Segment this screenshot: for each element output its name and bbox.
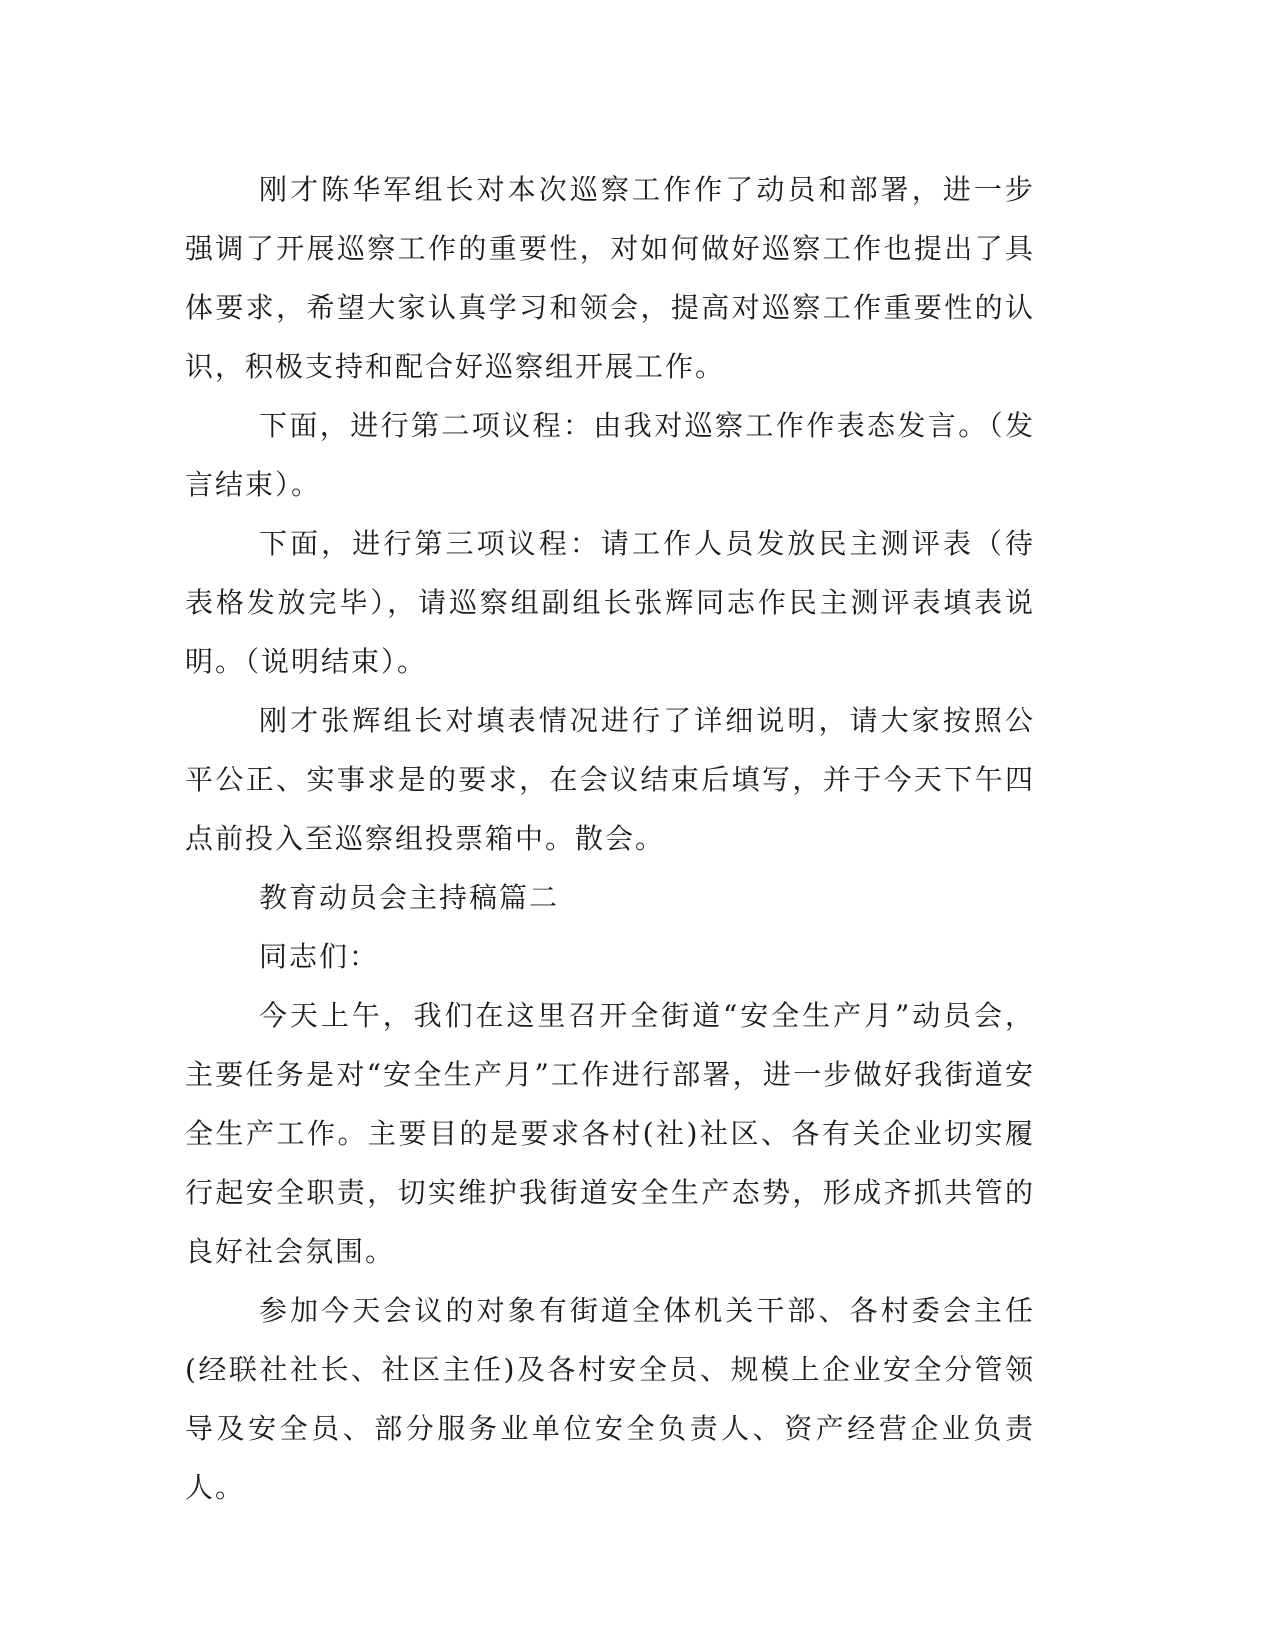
section-heading: 教育动员会主持稿篇二 xyxy=(259,881,560,914)
salutation: 同志们： xyxy=(259,940,380,973)
paragraph-inspection-mobilization: 刚才陈华军组长对本次巡察工作作了动员和部署，进一步强调了开展巡察工作的重要性，对如何做好巡察工作也提出了具体要求，希望大家认真学习和领会，提高对巡察工作重要性的认识，积极支持和配合好巡察组开展工作。 xyxy=(185,173,1035,383)
paragraph-safety-month-purpose: 今天上午，我们在这里召开全街道“安全生产月”动员会，主要任务是对“安全生产月”工作进行部署，进一步做好我街道安全生产工作。主要目的是要求各村(社)社区、各有关企业切实履行起安全职责，切实维护我街道安全生产态势，形成齐抓共管的良好社会氛围。 xyxy=(185,999,1035,1268)
paragraph-attendees: 参加今天会议的对象有街道全体机关干部、各村委会主任(经联社社长、社区主任)及各村安全员、规模上企业安全分管领导及安全员、部分服务业单位安全负责人、资产经营企业负责人。 xyxy=(185,1294,1035,1504)
paragraph-form-instructions: 刚才张辉组长对填表情况进行了详细说明，请大家按照公平公正、实事求是的要求，在会议结束后填写，并于今天下午四点前投入至巡察组投票箱中。散会。 xyxy=(185,704,1035,855)
paragraph-agenda-item-two: 下面，进行第二项议程：由我对巡察工作作表态发言。（发言结束）。 xyxy=(185,409,1035,501)
paragraph-agenda-item-three: 下面，进行第三项议程：请工作人员发放民主测评表（待表格发放完毕），请巡察组副组长张辉同志作民主测评表填表说明。（说明结束）。 xyxy=(185,527,1035,678)
document-body xyxy=(185,160,1035,1517)
